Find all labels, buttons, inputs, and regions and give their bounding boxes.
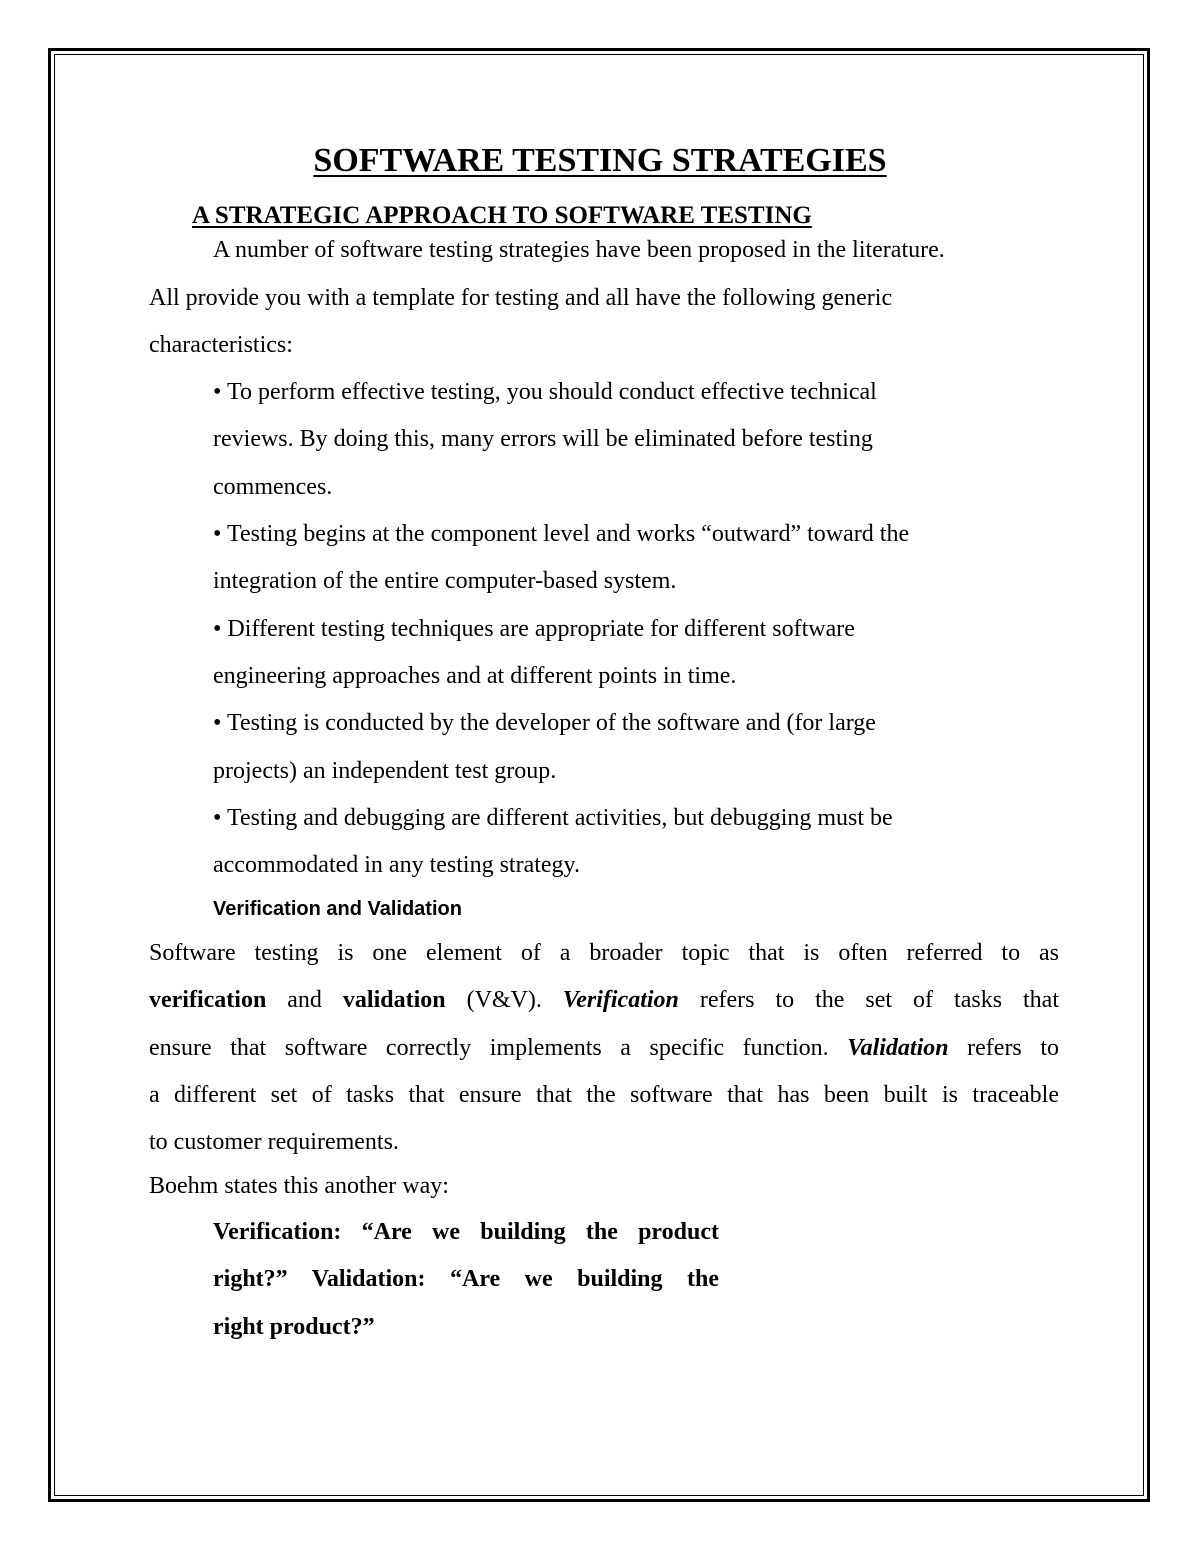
intro-line-1: A number of software testing strategies have been proposed in the literature. xyxy=(213,237,945,263)
section-heading: A STRATEGIC APPROACH TO SOFTWARE TESTING xyxy=(192,202,812,229)
bullet-1-line-1: • To perform effective testing, you should conduct effective technical xyxy=(213,379,877,405)
term-verification: verification xyxy=(149,987,267,1013)
bullet-1-line-2: reviews. By doing this, many errors will be eliminated before testing xyxy=(213,426,873,452)
bullet-2-line-1: • Testing begins at the component level and works “outward” toward the xyxy=(213,521,910,547)
vv-line-4: a different set of tasks that ensure that the software that has been built is traceable xyxy=(149,1082,1059,1108)
bullet-1-line-3: commences. xyxy=(213,474,333,500)
bullet-5-line-1: • Testing and debugging are different activities, but debugging must be xyxy=(213,805,893,831)
vv-line-1: Software testing is one element of a broader topic that is often referred to as xyxy=(149,940,1059,966)
vv-line-2-text-3: refers to the set of tasks that xyxy=(678,987,1059,1013)
term-validation: validation xyxy=(342,987,446,1013)
bullet-4-line-1: • Testing is conducted by the developer of the software and (for large xyxy=(213,710,876,736)
bullet-4-line-2: projects) an independent test group. xyxy=(213,758,557,784)
page-title: SOFTWARE TESTING STRATEGIES xyxy=(313,142,887,179)
bullet-5-line-2: accommodated in any testing strategy. xyxy=(213,852,580,878)
bullet-3-line-2: engineering approaches and at different points in time. xyxy=(213,663,737,689)
vv-line-2-text-1: and xyxy=(266,987,343,1013)
vv-heading: Verification and Validation xyxy=(213,898,462,920)
vv-line-3-text-1: ensure that software correctly implements a specific function. xyxy=(149,1035,848,1061)
boehm-intro: Boehm states this another way: xyxy=(149,1173,449,1199)
term-validation-italic: Validation xyxy=(847,1035,949,1061)
term-verification-italic: Verification xyxy=(562,987,679,1013)
vv-line-3-text-2: refers to xyxy=(948,1035,1059,1061)
bullet-3-line-1: • Different testing techniques are appropriate for different software xyxy=(213,616,855,642)
intro-line-2: All provide you with a template for testing and all have the following generic xyxy=(149,285,893,311)
boehm-quote-line-2: right?” Validation: “Are we building the xyxy=(213,1266,719,1292)
vv-line-5: to customer requirements. xyxy=(149,1129,399,1155)
bullet-2-line-2: integration of the entire computer-based system. xyxy=(213,568,677,594)
intro-line-3: characteristics: xyxy=(149,332,293,358)
boehm-quote-line-3: right product?” xyxy=(213,1314,375,1340)
vv-line-2 xyxy=(149,985,1059,1015)
vv-line-3 xyxy=(149,1033,1059,1063)
vv-line-2-text-2: (V&V). xyxy=(445,987,563,1013)
boehm-quote-line-1: Verification: “Are we building the product xyxy=(213,1219,719,1245)
